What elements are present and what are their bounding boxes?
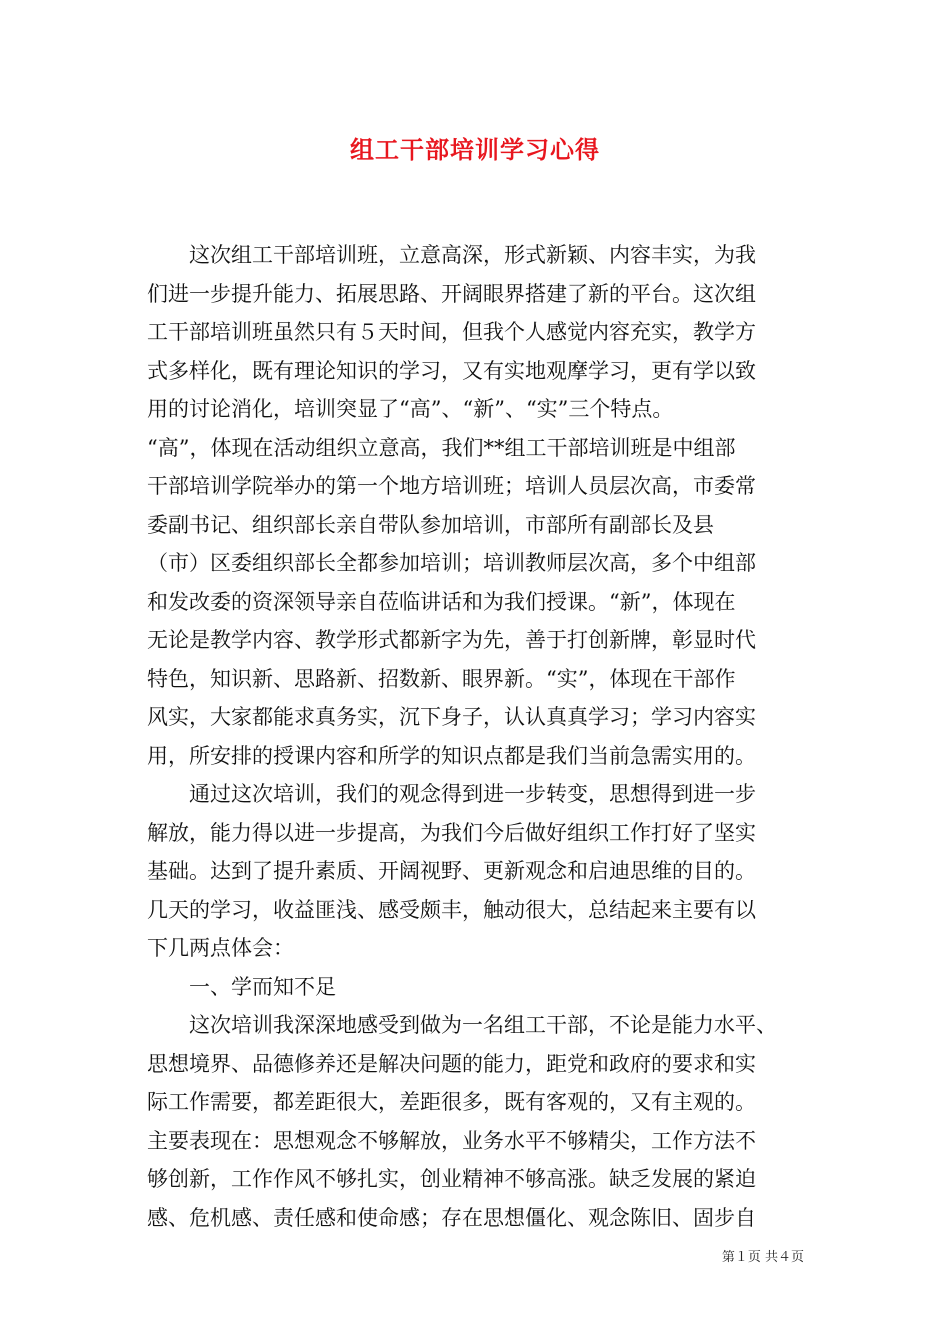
text-line: 无论是教学内容、教学形式都新字为先，善于打创新牌，彰显时代 bbox=[147, 628, 756, 652]
text-line: 感、危机感、责任感和使命感；存在思想僵化、观念陈旧、固步自 bbox=[147, 1205, 756, 1230]
text-line: 这次组工干部培训班，立意高深，形式新颖、内容丰实，为我 bbox=[189, 243, 756, 267]
text-line: 够创新，工作作风不够扎实，创业精神不够高涨。缺乏发展的紧迫 bbox=[147, 1167, 756, 1191]
document-body bbox=[147, 236, 807, 1237]
text-line: 解放，能力得以进一步提高，为我们今后做好组织工作打好了坚实 bbox=[147, 820, 756, 845]
text-line: 风实，大家都能求真务实，沉下身子，认认真真学习；学习内容实 bbox=[147, 705, 756, 729]
text-line: 和发改委的资深领导亲自莅临讲话和为我们授课。“新”，体现在 bbox=[147, 589, 736, 614]
text-line: 几天的学习，收益匪浅、感受颇丰，触动很大，总结起来主要有以 bbox=[147, 897, 756, 922]
text-line: 委副书记、组织部长亲自带队参加培训，市部所有副部长及县 bbox=[147, 512, 714, 537]
text-line: 主要表现在：思想观念不够解放，业务水平不够精尖，工作方法不 bbox=[147, 1128, 756, 1153]
text-line: 基础。达到了提升素质、开阔视野、更新观念和启迪思维的目的。 bbox=[147, 859, 756, 883]
page-footer: 第１页 共４页 bbox=[721, 1250, 804, 1265]
text-line: 干部培训学院举办的第一个地方培训班；培训人员层次高，市委常 bbox=[147, 474, 756, 498]
text-line: 际工作需要，都差距很大，差距很多，既有客观的，又有主观的。 bbox=[147, 1090, 756, 1114]
text-line: 下几两点体会： bbox=[147, 936, 294, 960]
text-line: 们进一步提升能力、拓展思路、开阔眼界搭建了新的平台。这次组 bbox=[147, 281, 756, 306]
text-line: 式多样化，既有理论知识的学习，又有实地观摩学习，更有学以致 bbox=[147, 358, 756, 383]
document-title: 组工干部培训学习心得 bbox=[350, 135, 600, 164]
text-line: 用，所安排的授课内容和所学的知识点都是我们当前急需实用的。 bbox=[147, 743, 756, 768]
text-line: “高”，体现在活动组织立意高，我们**组工干部培训班是中组部 bbox=[147, 435, 736, 460]
text-line: 这次培训我深深地感受到做为一名组工干部，不论是能力水平、 bbox=[189, 1013, 777, 1037]
text-line: （市）区委组织部长全都参加培训；培训教师层次高，多个中组部 bbox=[147, 551, 756, 575]
text-line: 工干部培训班虽然只有５天时间，但我个人感觉内容充实，教学方 bbox=[147, 320, 756, 344]
text-line: 特色，知识新、思路新、招数新、眼界新。“实”，体现在干部作 bbox=[147, 666, 736, 691]
text-line: 用的讨论消化，培训突显了“高”、“新”、“实”三个特点。 bbox=[147, 397, 674, 421]
text-line: 思想境界、品德修养还是解决问题的能力，距党和政府的要求和实 bbox=[147, 1051, 756, 1076]
text-line: 通过这次培训，我们的观念得到进一步转变，思想得到进一步 bbox=[189, 782, 756, 806]
text-line: 一、学而知不足 bbox=[189, 974, 336, 999]
